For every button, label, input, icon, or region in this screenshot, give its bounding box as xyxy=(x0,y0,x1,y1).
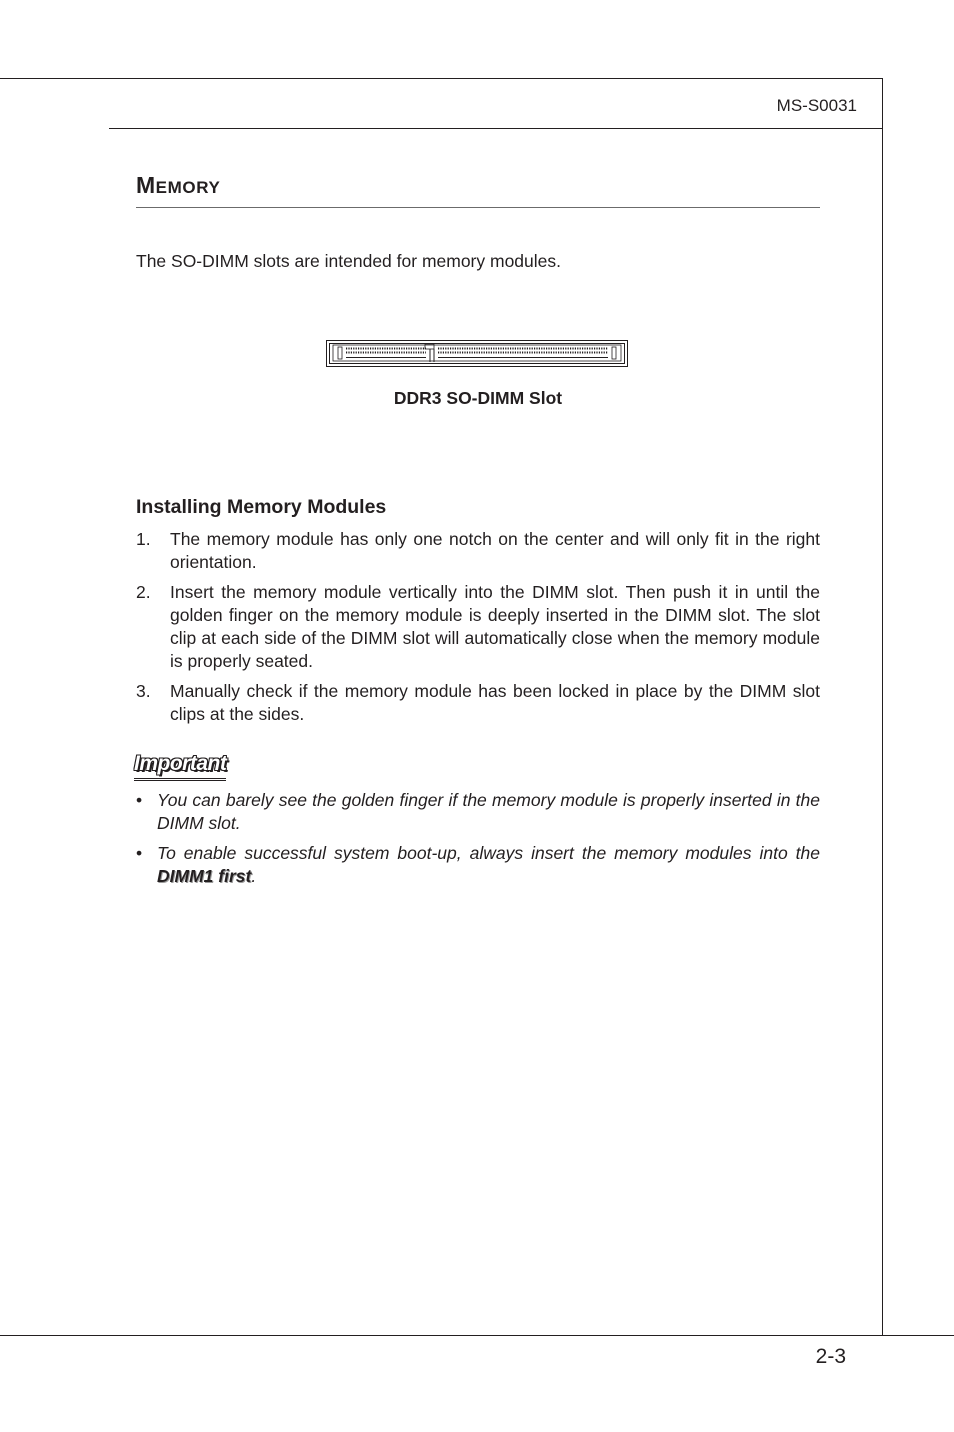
bullet-icon: • xyxy=(136,790,143,810)
list-item xyxy=(136,842,820,888)
so-dimm-slot-drawing xyxy=(326,340,628,367)
section-title xyxy=(136,172,820,208)
list-item xyxy=(136,528,820,574)
footer-rule xyxy=(0,1335,954,1336)
installing-heading: Installing Memory Modules xyxy=(136,496,387,518)
section-title-initial: M xyxy=(136,172,156,198)
intro-paragraph: The SO-DIMM slots are intended for memory modules. xyxy=(136,251,562,271)
important-notes xyxy=(136,789,820,895)
right-margin-rule xyxy=(882,78,883,1336)
list-item xyxy=(136,581,820,673)
page-number: 2-3 xyxy=(815,1345,846,1368)
step-number: 3. xyxy=(136,681,151,701)
so-dimm-slot-diagram xyxy=(326,340,628,367)
step-number: 1. xyxy=(136,529,151,549)
step-number: 2. xyxy=(136,582,151,602)
step-text: Manually check if the memory module has been locked in place by the DIMM slot clips at the sides. xyxy=(170,681,820,724)
note-text-suffix: . xyxy=(251,866,257,886)
note-text: You can barely see the golden finger if the memory module is properly inserted in the DIMM slot. xyxy=(157,790,820,833)
important-label: Important xyxy=(134,752,226,781)
note-emphasis: DIMM1 first xyxy=(157,866,252,886)
step-text: The memory module has only one notch on the center and will only fit in the right orientation. xyxy=(170,529,820,572)
installation-steps xyxy=(136,528,820,733)
header-bottom-rule xyxy=(109,128,883,129)
model-number: MS-S0031 xyxy=(776,96,857,115)
bullet-icon: • xyxy=(136,843,143,863)
header-top-rule xyxy=(0,78,883,79)
list-item xyxy=(136,789,820,835)
note-text-prefix: To enable successful system boot-up, always insert the memory modules into the xyxy=(157,843,820,863)
step-text: Insert the memory module vertically into the DIMM slot. Then push it in until the golden finger on the memory module is deeply inserted in the DIMM slot. The slot clip at each side of the DIMM slot will automatically close when the memory module is properly seated. xyxy=(170,582,820,671)
section-title-rest: EMORY xyxy=(155,178,221,197)
slot-caption: DDR3 SO-DIMM Slot xyxy=(393,388,563,408)
list-item xyxy=(136,680,820,726)
